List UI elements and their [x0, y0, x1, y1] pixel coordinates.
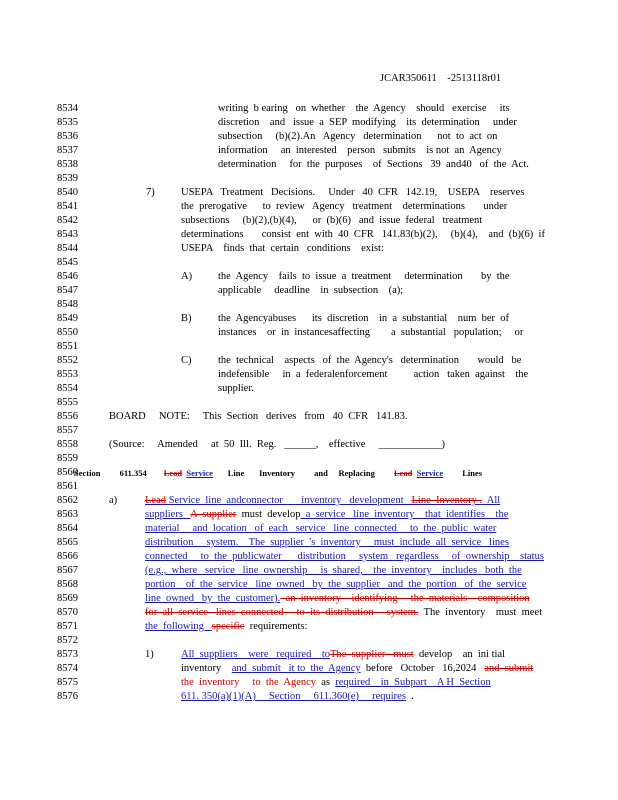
text-line-8542: subsections (b)(2),(b)(4), or (b)(6) and issue federal treatment: [181, 215, 483, 226]
body-text: The inventory must meet: [418, 607, 542, 618]
inserted-text: All suppliers were required to: [181, 649, 331, 660]
line-number: 8544: [57, 243, 78, 254]
text-line-8534: writing b earing on whether the Agency should exercise its: [218, 103, 510, 114]
inserted-service-1: Service: [186, 468, 213, 478]
deleted-lead-1: Lead: [163, 468, 183, 478]
inserted-text: a service line inventory that identifies the: [300, 509, 509, 520]
text-line-8538: determination for the purposes of Sections 39 and40 of the Act.: [218, 159, 529, 170]
heading-word-and: and: [314, 468, 328, 478]
deleted-text: specific: [211, 621, 245, 632]
page-header: [380, 73, 501, 84]
line-number: 8562: [57, 495, 78, 506]
deleted-text: The supplier must: [330, 649, 414, 660]
text-line-8568: portion of the service line owned by the supplier and the portion of the service: [145, 579, 527, 590]
text-line-8571: [145, 620, 307, 634]
line-number: 8556: [57, 411, 78, 422]
line-number: 8541: [57, 201, 78, 212]
board-note: BOARD NOTE: This Section derives from 40 CFR 141.83.: [109, 411, 408, 422]
body-text: inventory: [181, 663, 232, 674]
source-line: [109, 438, 445, 452]
line-number: 8575: [57, 677, 78, 688]
body-text: .: [405, 691, 414, 702]
section-heading: [74, 466, 482, 480]
body-text: as: [316, 677, 336, 688]
text-line-8567: (e.g., where service line ownership is shared, the inventory includes both the: [145, 565, 522, 576]
line-number: 8543: [57, 229, 78, 240]
text-line-8535: discretion and issue a SEP modifying its determination under: [218, 117, 517, 128]
body-text: must develop: [236, 509, 301, 520]
line-number: 8559: [57, 453, 78, 464]
text-line-8574: [181, 662, 533, 676]
item-letter-c: C): [181, 355, 192, 366]
text-line-8544: USEPA finds that certain conditions exist:: [181, 243, 384, 254]
inserted-text: Service line andconnector inventory development: [166, 495, 412, 506]
body-text: develop an ini tial: [413, 649, 505, 660]
line-number: 8567: [57, 565, 78, 576]
heading-word-line: Line: [227, 468, 245, 478]
deleted-lead-2: Lead: [393, 468, 413, 478]
line-number: 8548: [57, 299, 78, 310]
effective-label: effective: [328, 439, 366, 450]
line-number: 8568: [57, 579, 78, 590]
revised-text: the inventory to the Agency: [181, 677, 317, 688]
line-number: 8572: [57, 635, 78, 646]
text-line-8554: supplier.: [218, 383, 254, 394]
line-number: 8560: [57, 467, 78, 478]
section-number: 611.354: [119, 468, 147, 478]
line-number: 8573: [57, 649, 78, 660]
line-number: 8536: [57, 131, 78, 142]
item-number-7: 7): [146, 187, 155, 198]
text-line-8565: distribution system. The supplier 's inventory must include all service lines: [145, 537, 509, 548]
deleted-text: A supplier: [190, 509, 237, 520]
line-number: 8570: [57, 607, 78, 618]
inserted-text: All: [482, 495, 501, 506]
inserted-text: required in Subpart A H Section: [335, 677, 491, 688]
line-number: 8563: [57, 509, 78, 520]
text-line-8564: material and location of each service line connected to the public water: [145, 523, 497, 534]
text-line-8550: instances or in instancesaffecting a substantial population; or: [218, 327, 524, 338]
body-text: before October 16,2024: [360, 663, 485, 674]
section-label: Section: [74, 468, 101, 478]
text-line-8536: subsection (b)(2).An Agency determination not to act on: [218, 131, 498, 142]
inserted-text: suppliers: [145, 509, 191, 520]
deleted-text: an inventory identifying the materials composition: [280, 593, 530, 604]
text-line-8576: [181, 690, 414, 704]
text-line-8549: the Agencyabuses its discretion in a substantial num ber of: [218, 313, 510, 324]
line-number: 8554: [57, 383, 78, 394]
item-number-1: 1): [145, 649, 154, 660]
source-text: (Source: Amended at 50 Ill. Reg.: [109, 439, 277, 450]
line-number: 8540: [57, 187, 78, 198]
doc-id: JCAR350611: [380, 73, 437, 84]
item-letter-a-lower: a): [109, 495, 118, 506]
inserted-text: 611. 350(a)(1)(A) Section 611.360(e) requires: [181, 691, 406, 702]
line-number: 8566: [57, 551, 78, 562]
effective-blank: ____________): [378, 439, 446, 450]
text-line-8553: indefensible in a federalenforcement action taken against the: [218, 369, 529, 380]
line-number: 8569: [57, 593, 78, 604]
text-line-8569: [145, 592, 530, 606]
line-number: 8547: [57, 285, 78, 296]
line-number: 8549: [57, 313, 78, 324]
inserted-text: the following: [145, 621, 212, 632]
register-blank: ______,: [284, 439, 319, 450]
line-number: 8561: [57, 481, 78, 492]
text-line-8540: USEPA Treatment Decisions. Under 40 CFR 142.19, USEPA reserves: [181, 187, 525, 198]
body-text: requirements:: [244, 621, 308, 632]
text-line-8563: [145, 508, 508, 522]
heading-word-replacing: Replacing: [338, 468, 375, 478]
text-line-8570: [145, 606, 542, 620]
text-line-8562: [145, 494, 500, 508]
doc-revision: -2513118r01: [447, 73, 502, 84]
line-number: 8571: [57, 621, 78, 632]
line-number: 8574: [57, 663, 78, 674]
line-number: 8537: [57, 145, 78, 156]
text-line-8573: [181, 648, 505, 662]
inserted-text: line owned by the customer).: [145, 593, 281, 604]
text-line-8543: determinations consist ent with 40 CFR 141.83(b)(2), (b)(4), and (b)(6) if: [181, 229, 545, 240]
line-number: 8558: [57, 439, 78, 450]
deleted-text: for all service lines connected to its distribution system.: [145, 607, 419, 618]
line-number: 8555: [57, 397, 78, 408]
deleted-text: and submit: [484, 663, 534, 674]
text-line-8547: applicable deadline in subsection (a);: [218, 285, 404, 296]
text-line-8552: the technical aspects of the Agency's determination would be: [218, 355, 522, 366]
line-number: 8552: [57, 355, 78, 366]
text-line-8541: the prerogative to review Agency treatment determinations under: [181, 201, 508, 212]
line-number: 8565: [57, 537, 78, 548]
line-number: 8534: [57, 103, 78, 114]
text-line-8566: connected to the publicwater distribution system regardless of ownership status: [145, 551, 544, 562]
line-number: 8550: [57, 327, 78, 338]
line-number: 8546: [57, 271, 78, 282]
item-letter-a: A): [181, 271, 193, 282]
line-number: 8538: [57, 159, 78, 170]
heading-word-lines: Lines: [462, 468, 483, 478]
line-number: 8564: [57, 523, 78, 534]
item-letter-b: B): [181, 313, 192, 324]
line-number: 8551: [57, 341, 78, 352]
heading-word-inventory: Inventory: [259, 468, 296, 478]
text-line-8575: [181, 676, 491, 690]
text-line-8537: information an interested person submits is not an Agency: [218, 145, 502, 156]
line-number: 8535: [57, 117, 78, 128]
line-number: 8553: [57, 369, 78, 380]
deleted-line-inventory: Line Inventory .: [411, 495, 483, 506]
deleted-lead: Lead: [145, 495, 166, 506]
line-number: 8539: [57, 173, 78, 184]
text-line-8546: the Agency fails to issue a treatment determination by the: [218, 271, 510, 282]
line-number: 8576: [57, 691, 78, 702]
line-number: 8557: [57, 425, 78, 436]
line-number: 8545: [57, 257, 78, 268]
line-number: 8542: [57, 215, 78, 226]
inserted-service-2: Service: [416, 468, 444, 478]
inserted-text: and submit it to the Agency: [231, 663, 361, 674]
